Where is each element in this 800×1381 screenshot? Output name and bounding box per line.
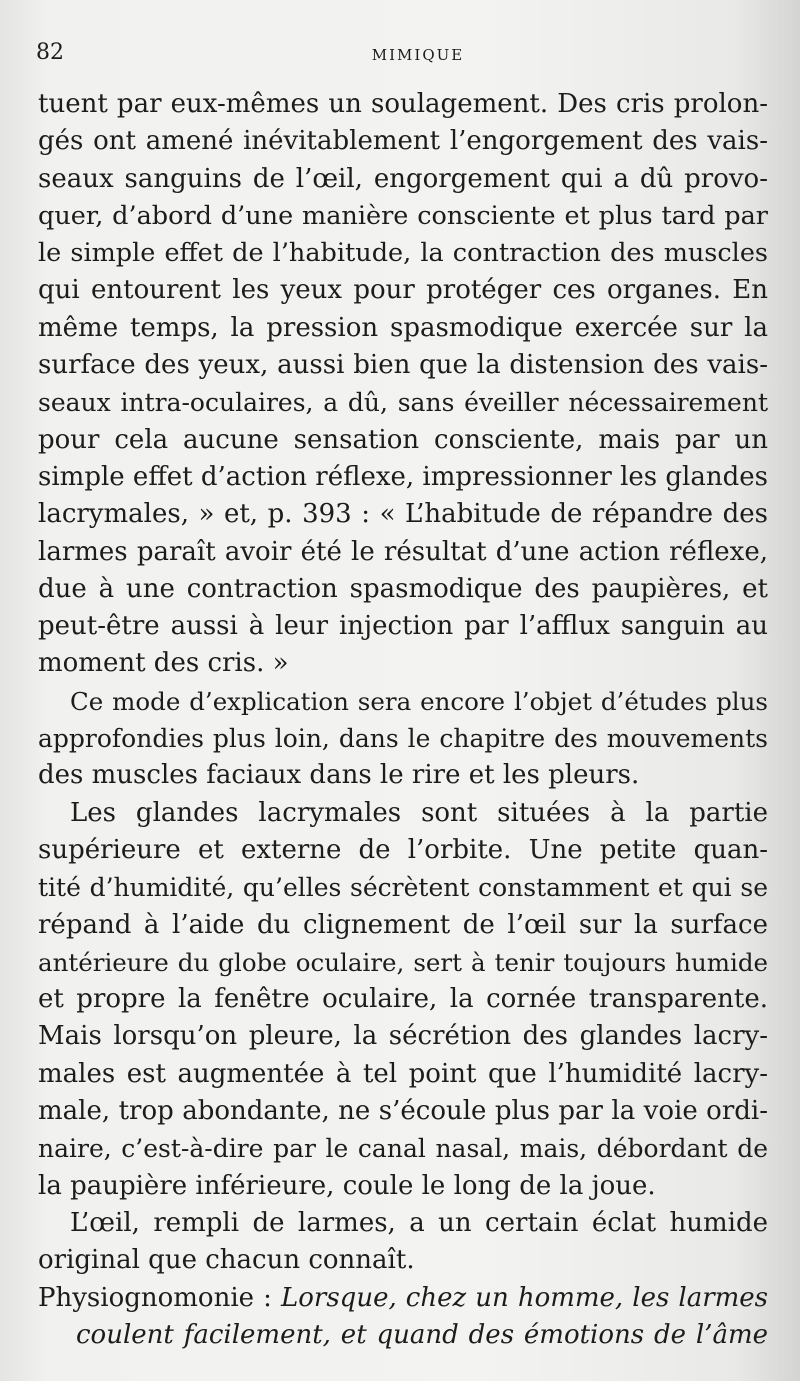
body-text	[38, 86, 768, 1354]
physiognomy-italic-text: Lorsque, chez un homme, les larmes	[280, 1282, 769, 1313]
text-line: pour cela aucune sensation consciente, mais par un	[38, 424, 768, 455]
running-head	[36, 40, 760, 70]
text-line: le simple effet de l’habitude, la contraction des muscles	[38, 238, 768, 269]
paragraph-start-line: L’œil, rempli de larmes, a un certain éclat humide	[70, 1207, 768, 1238]
text-line: même temps, la pression spasmodique exercée sur la	[38, 312, 768, 343]
text-line: antérieure du globe oculaire, sert à tenir toujours humide	[38, 947, 768, 977]
text-line: moment des cris. »	[38, 648, 289, 679]
text-line: naire, c’est-à-dire par le canal nasal, mais, débordant de	[38, 1134, 768, 1164]
text-line: larmes paraît avoir été le résultat d’une action réflexe,	[38, 536, 768, 567]
text-line: approfondies plus loin, dans le chapitre des mouvements	[38, 724, 768, 754]
paragraph-start-line: Ce mode d’explication sera encore l’objet d’études plus	[70, 686, 768, 716]
physiognomy-continuation: coulent facilement, et quand des émotions de l’âme	[76, 1319, 768, 1350]
text-line: seaux intra-oculaires, a dû, sans éveiller nécessairement	[38, 388, 768, 418]
text-line: et propre la fenêtre oculaire, la cornée transparente.	[38, 984, 768, 1015]
text-line: gés ont amené inévitablement l’engorgement des vais-	[38, 126, 768, 157]
text-line: qui entourent les yeux pour protéger ces organes. En	[38, 275, 768, 306]
text-line: due à une contraction spasmodique des paupières, et	[38, 573, 768, 604]
physiognomy-line	[38, 1280, 768, 1317]
text-line: tuent par eux-mêmes un soulagement. Des cris prolon-	[38, 89, 768, 119]
text-line: quer, d’abord d’une manière consciente et plus tard par	[38, 200, 768, 231]
running-title: MIMIQUE	[371, 46, 465, 64]
text-line: supérieure et externe de l’orbite. Une petite quan-	[38, 834, 768, 865]
text-line: seaux sanguins de l’œil, engorgement qui a dû provo-	[38, 163, 768, 194]
text-line: peut-être aussi à leur injection par l’afflux sanguin au	[38, 611, 768, 642]
text-line: tité d’humidité, qu’elles sécrètent constamment et qui se	[38, 873, 768, 903]
text-line: lacrymales, » et, p. 393 : « L’habitude de répandre des	[38, 499, 768, 530]
text-line: simple effet d’action réflexe, impressionner les glandes	[38, 461, 768, 492]
text-line: répand à l’aide du clignement de l’œil sur la surface	[38, 909, 768, 940]
page-number: 82	[36, 40, 64, 65]
text-line: des muscles faciaux dans le rire et les pleurs.	[38, 760, 640, 791]
text-line: surface des yeux, aussi bien que la distension des vais-	[38, 350, 768, 381]
text-line: original que chacun connaît.	[38, 1245, 415, 1276]
physiognomy-label: Physiognomonie :	[38, 1282, 272, 1313]
text-line: Mais lorsqu’on pleure, la sécrétion des glandes lacry-	[38, 1021, 768, 1052]
paragraph-start-line: Les glandes lacrymales sont situées à la partie	[70, 797, 768, 828]
text-line: male, trop abondante, ne s’écoule plus par la voie ordi-	[38, 1096, 768, 1127]
text-line: la paupière inférieure, coule le long de la joue.	[38, 1170, 656, 1201]
text-line: males est augmentée à tel point que l’humidité lacry-	[38, 1058, 768, 1089]
